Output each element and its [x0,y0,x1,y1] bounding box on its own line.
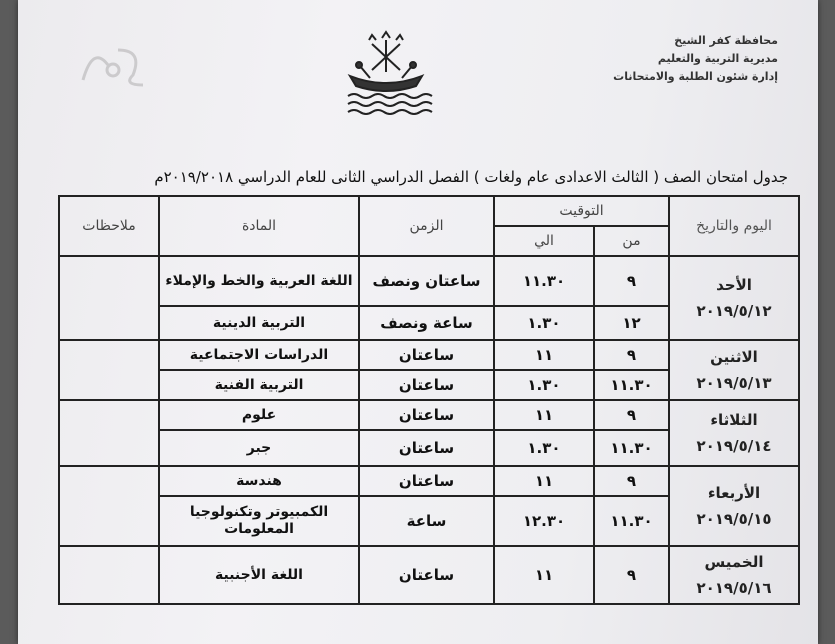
time-from: ١٢ [594,306,669,340]
time-to: ١.٣٠ [494,306,594,340]
header-subject: المادة [159,196,359,256]
day-date-cell [669,466,799,546]
table-row [59,400,799,430]
time-from: ٩ [594,466,669,496]
notes-cell [59,466,159,546]
duration: ساعتان [359,466,494,496]
time-from: ١١.٣٠ [594,496,669,546]
subject: هندسة [159,466,359,496]
day-date-cell [669,400,799,466]
time-to: ١٢.٣٠ [494,496,594,546]
exam-date: ٢٠١٩/٥/١٦ [696,579,772,597]
document-page [18,0,818,644]
table-row [59,466,799,496]
header-timing: التوقيت [494,196,669,226]
header-day-date: اليوم والتاريخ [669,196,799,256]
header-duration: الزمن [359,196,494,256]
time-from: ٩ [594,340,669,370]
day-date-cell [669,546,799,604]
time-from: ١١.٣٠ [594,370,669,400]
duration: ساعتان [359,430,494,466]
exam-date: ٢٠١٩/٥/١٥ [696,510,772,528]
time-to: ١١ [494,466,594,496]
table-row [59,340,799,370]
day-date-cell [669,340,799,400]
duration: ساعتان [359,546,494,604]
governorate-line: محافظة كفر الشيخ [674,34,778,47]
subject: التربية الفنية [159,370,359,400]
page-title: جدول امتحان الصف ( الثالث الاعدادى عام ولغات ) الفصل الدراسي الثانى للعام الدراسي ٢٠١٩/٢٠١٨م [154,168,788,186]
table-row [59,546,799,604]
exam-date: ٢٠١٩/٥/١٢ [696,302,772,320]
time-to: ١.٣٠ [494,370,594,400]
exam-schedule-table [58,195,800,605]
faded-stamp-icon [73,40,153,90]
duration: ساعتان ونصف [359,256,494,306]
administration-line: إدارة شئون الطلبة والامتحانات [613,70,778,83]
time-from: ٩ [594,400,669,430]
directorate-line: مديرية التربية والتعليم [657,52,778,65]
table-row [59,256,799,306]
notes-cell [59,340,159,400]
time-to: ١١.٣٠ [494,256,594,306]
day-name: الأحد [716,276,752,294]
time-to: ١١ [494,400,594,430]
subject: اللغة الأجنبية [159,546,359,604]
time-from: ١١.٣٠ [594,430,669,466]
day-date-cell [669,256,799,340]
day-name: الخميس [704,553,764,571]
time-to: ١١ [494,546,594,604]
day-name: الاثنين [710,348,758,366]
duration: ساعتان [359,370,494,400]
time-to: ١١ [494,340,594,370]
governorate-emblem-icon [336,30,436,120]
day-name: الثلاثاء [710,411,758,429]
subject: علوم [159,400,359,430]
time-from: ٩ [594,256,669,306]
duration: ساعتان [359,400,494,430]
duration: ساعة ونصف [359,306,494,340]
header-notes: ملاحظات [59,196,159,256]
time-to: ١.٣٠ [494,430,594,466]
subject: الكمبيوتر وتكنولوجيا المعلومات [159,496,359,546]
day-name: الأربعاء [707,484,761,502]
exam-date: ٢٠١٩/٥/١٤ [696,437,772,455]
subject: التربية الدينية [159,306,359,340]
subject: اللغة العربية والخط والإملاء [159,256,359,306]
header-to: الي [494,226,594,256]
duration: ساعتان [359,340,494,370]
time-from: ٩ [594,546,669,604]
subject: الدراسات الاجتماعية [159,340,359,370]
notes-cell [59,256,159,340]
letterhead [578,32,778,86]
header-from: من [594,226,669,256]
subject: جبر [159,430,359,466]
exam-date: ٢٠١٩/٥/١٣ [696,374,772,392]
duration: ساعة [359,496,494,546]
notes-cell [59,400,159,466]
notes-cell [59,546,159,604]
